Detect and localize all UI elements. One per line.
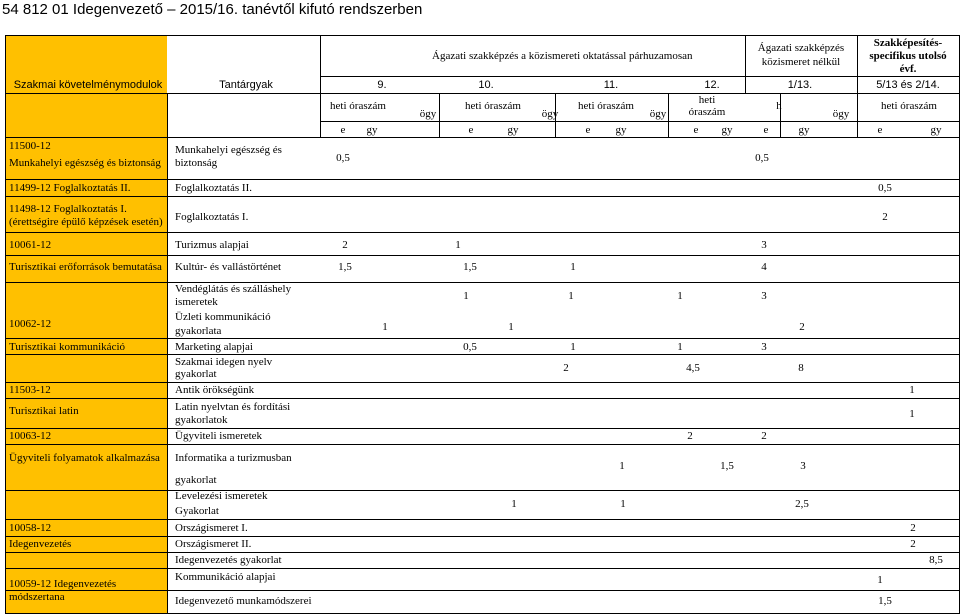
hours-value: 1,5 [720, 460, 734, 472]
subject-label: Vendéglátás és szálláshely [175, 283, 292, 295]
grid-line [320, 121, 960, 122]
header-subcol: ögy [649, 108, 667, 120]
page-title: 54 812 01 Idegenvezető – 2015/16. tanévtől kifutó rendszerben [2, 1, 423, 18]
hours-value: 1 [677, 341, 683, 353]
module-label: 10058-12 [9, 522, 52, 534]
hours-value: 4 [761, 261, 767, 273]
grid-line [5, 590, 960, 591]
hours-value: 1 [620, 498, 626, 510]
grid-line [167, 93, 168, 613]
hours-value: 4,5 [686, 362, 700, 374]
hours-value: 1 [570, 341, 576, 353]
hours-value: 1 [508, 321, 514, 333]
hours-value: 2 [563, 362, 569, 374]
header-subcol: gy [798, 124, 810, 136]
grid-line [5, 354, 960, 355]
hours-value: 8 [798, 362, 804, 374]
grid-line [5, 490, 960, 491]
grid-line [5, 35, 960, 36]
module-label: 10059-12 Idegenvezetés [9, 578, 117, 590]
grid-line [5, 137, 960, 138]
grid-line [5, 519, 960, 520]
grid-line [5, 382, 960, 383]
header-subcol: heti óraszám [465, 100, 521, 112]
grid-line [5, 444, 960, 445]
grid-line [5, 536, 960, 537]
header-subcol: heti óraszám [881, 100, 937, 112]
module-label: 10063-12 [9, 430, 52, 442]
header-subcol: e [340, 124, 346, 136]
hours-value: 1,5 [463, 261, 477, 273]
hours-value: 2 [910, 538, 916, 550]
header-subcol: heti óraszám [330, 100, 386, 112]
header-group: Ágazati szakképzés [757, 42, 845, 54]
subject-label: Levelezési ismeretek [175, 490, 268, 502]
subject-label: gyakorlata [175, 325, 222, 337]
hours-value: 3 [800, 460, 806, 472]
header-subcol: e [763, 124, 769, 136]
subject-label: Gyakorlat [175, 505, 219, 517]
subject-label: gyakorlatok [175, 414, 228, 426]
hours-value: 0,5 [755, 152, 769, 164]
subject-label: Foglalkoztatás II. [175, 182, 252, 194]
module-label: Turisztikai kommunikáció [9, 341, 126, 353]
grid-line [5, 255, 960, 256]
header-year: 10. [478, 79, 494, 91]
grid-line [5, 282, 960, 283]
subject-label: gyakorlat [175, 368, 217, 380]
module-label: Turisztikai erőforrások bemutatása [9, 261, 162, 273]
subject-label: Szakmai idegen nyelv [175, 356, 273, 368]
header-group: Ágazati szakképzés a közismereti oktatással párhuzamosan [432, 50, 693, 62]
hours-value: 0,5 [878, 182, 892, 194]
hours-value: 2 [882, 211, 888, 223]
module-label: 11499-12 Foglalkoztatás II. [9, 182, 131, 194]
subject-label: Üzleti kommunikáció [175, 311, 271, 323]
header-subjects: Tantárgyak [219, 79, 273, 91]
header-year: 5/13 és 2/14. [876, 79, 940, 91]
subject-label: ismeretek [175, 296, 218, 308]
module-label: 10061-12 [9, 239, 52, 251]
header-subcol: ögy [832, 108, 850, 120]
grid-line [320, 76, 960, 77]
grid-line [5, 93, 960, 94]
subject-label: gyakorlat [175, 474, 217, 486]
grid-line [5, 552, 960, 553]
header-subcol: heti [698, 94, 716, 106]
module-label: 11503-12 [9, 384, 51, 396]
header-group: közismeret nélkül [761, 56, 841, 68]
module-label: 10062-12 [9, 318, 52, 330]
subject-label: Idegenvezető munkamódszerei [175, 595, 312, 607]
hours-value: 1 [568, 290, 574, 302]
subject-label: Kultúr- és vallástörténet [175, 261, 282, 273]
header-year: 11. [603, 79, 619, 91]
grid-line [5, 35, 6, 613]
grid-line [5, 232, 960, 233]
module-label: (érettségire épülő képzések esetén) [9, 216, 163, 228]
subject-label: Ügyviteli ismeretek [175, 430, 263, 442]
module-label: 11500-12 [9, 140, 51, 152]
hours-value: 1,5 [338, 261, 352, 273]
subject-label: Turizmus alapjai [175, 239, 249, 251]
grid-line [5, 196, 960, 197]
subject-label: Országismeret I. [175, 522, 248, 534]
header-subcol: gy [615, 124, 627, 136]
module-label: Idegenvezetés [9, 538, 72, 550]
header-subcol: e [877, 124, 883, 136]
hours-value: 2 [342, 239, 348, 251]
module-label: Munkahelyi egészség és biztonság [9, 157, 161, 169]
grid-line [5, 568, 960, 569]
hours-value: 2,5 [795, 498, 809, 510]
hours-value: 2 [761, 430, 767, 442]
header-subcol: ögy [541, 108, 559, 120]
hours-value: 1 [511, 498, 517, 510]
hours-value: 1 [619, 460, 625, 472]
hours-value: 1 [677, 290, 683, 302]
header-modules: Szakmai követelménymodulok [13, 79, 163, 91]
subject-label: Országismeret II. [175, 538, 252, 550]
header-group: Szakképesítés- [873, 37, 943, 49]
module-label: Ügyviteli folyamatok alkalmazása [9, 452, 160, 464]
subject-label: Informatika a turizmusban [175, 452, 292, 464]
hours-value: 2 [799, 321, 805, 333]
hours-value: 3 [761, 341, 767, 353]
header-subcol: gy [507, 124, 519, 136]
subject-label: Munkahelyi egészség és [175, 144, 282, 156]
grid-line [5, 179, 960, 180]
grid-line [5, 338, 960, 339]
header-subcol: gy [366, 124, 378, 136]
header-group: specifikus utolsó [869, 50, 947, 62]
subject-label: Antik örökségünk [175, 384, 255, 396]
grid-line [5, 428, 960, 429]
hours-value: 1 [382, 321, 388, 333]
hours-value: 2 [687, 430, 693, 442]
header-subcol: gy [930, 124, 942, 136]
header-year: 9. [377, 79, 387, 91]
header-year: 12. [704, 79, 720, 91]
hours-value: 1,5 [878, 595, 892, 607]
grid-line [5, 398, 960, 399]
subject-label: Kommunikáció alapjai [175, 571, 276, 583]
subject-label: biztonság [175, 157, 218, 169]
header-subcol: óraszám [688, 106, 726, 118]
hours-value: 1 [463, 290, 469, 302]
module-label: módszertana [9, 591, 65, 603]
header-subcol: e [585, 124, 591, 136]
hours-value: 1 [455, 239, 461, 251]
hours-value: 3 [761, 239, 767, 251]
subject-label: Latin nyelvtan és fordítási [175, 401, 291, 413]
hours-value: 1 [909, 384, 915, 396]
header-subcol: e [693, 124, 699, 136]
hours-value: 2 [910, 522, 916, 534]
subject-label: Idegenvezetés gyakorlat [175, 554, 282, 566]
module-label: 11498-12 Foglalkoztatás I. [9, 203, 127, 215]
module-label: Turisztikai latin [9, 405, 79, 417]
header-subcol: h [776, 100, 782, 112]
header-group: évf. [899, 63, 917, 75]
hours-value: 3 [761, 290, 767, 302]
hours-value: 1 [570, 261, 576, 273]
hours-value: 0,5 [463, 341, 477, 353]
subject-label: Foglalkoztatás I. [175, 211, 249, 223]
hours-value: 8,5 [929, 554, 943, 566]
hours-value: 0,5 [336, 152, 350, 164]
header-subcol: gy [721, 124, 733, 136]
header-subcol: heti óraszám [578, 100, 634, 112]
hours-value: 1 [877, 574, 883, 586]
header-year: 1/13. [787, 79, 813, 91]
header-subcol: ögy [419, 108, 437, 120]
hours-value: 1 [909, 408, 915, 420]
header-subcol: e [468, 124, 474, 136]
subject-label: Marketing alapjai [175, 341, 253, 353]
